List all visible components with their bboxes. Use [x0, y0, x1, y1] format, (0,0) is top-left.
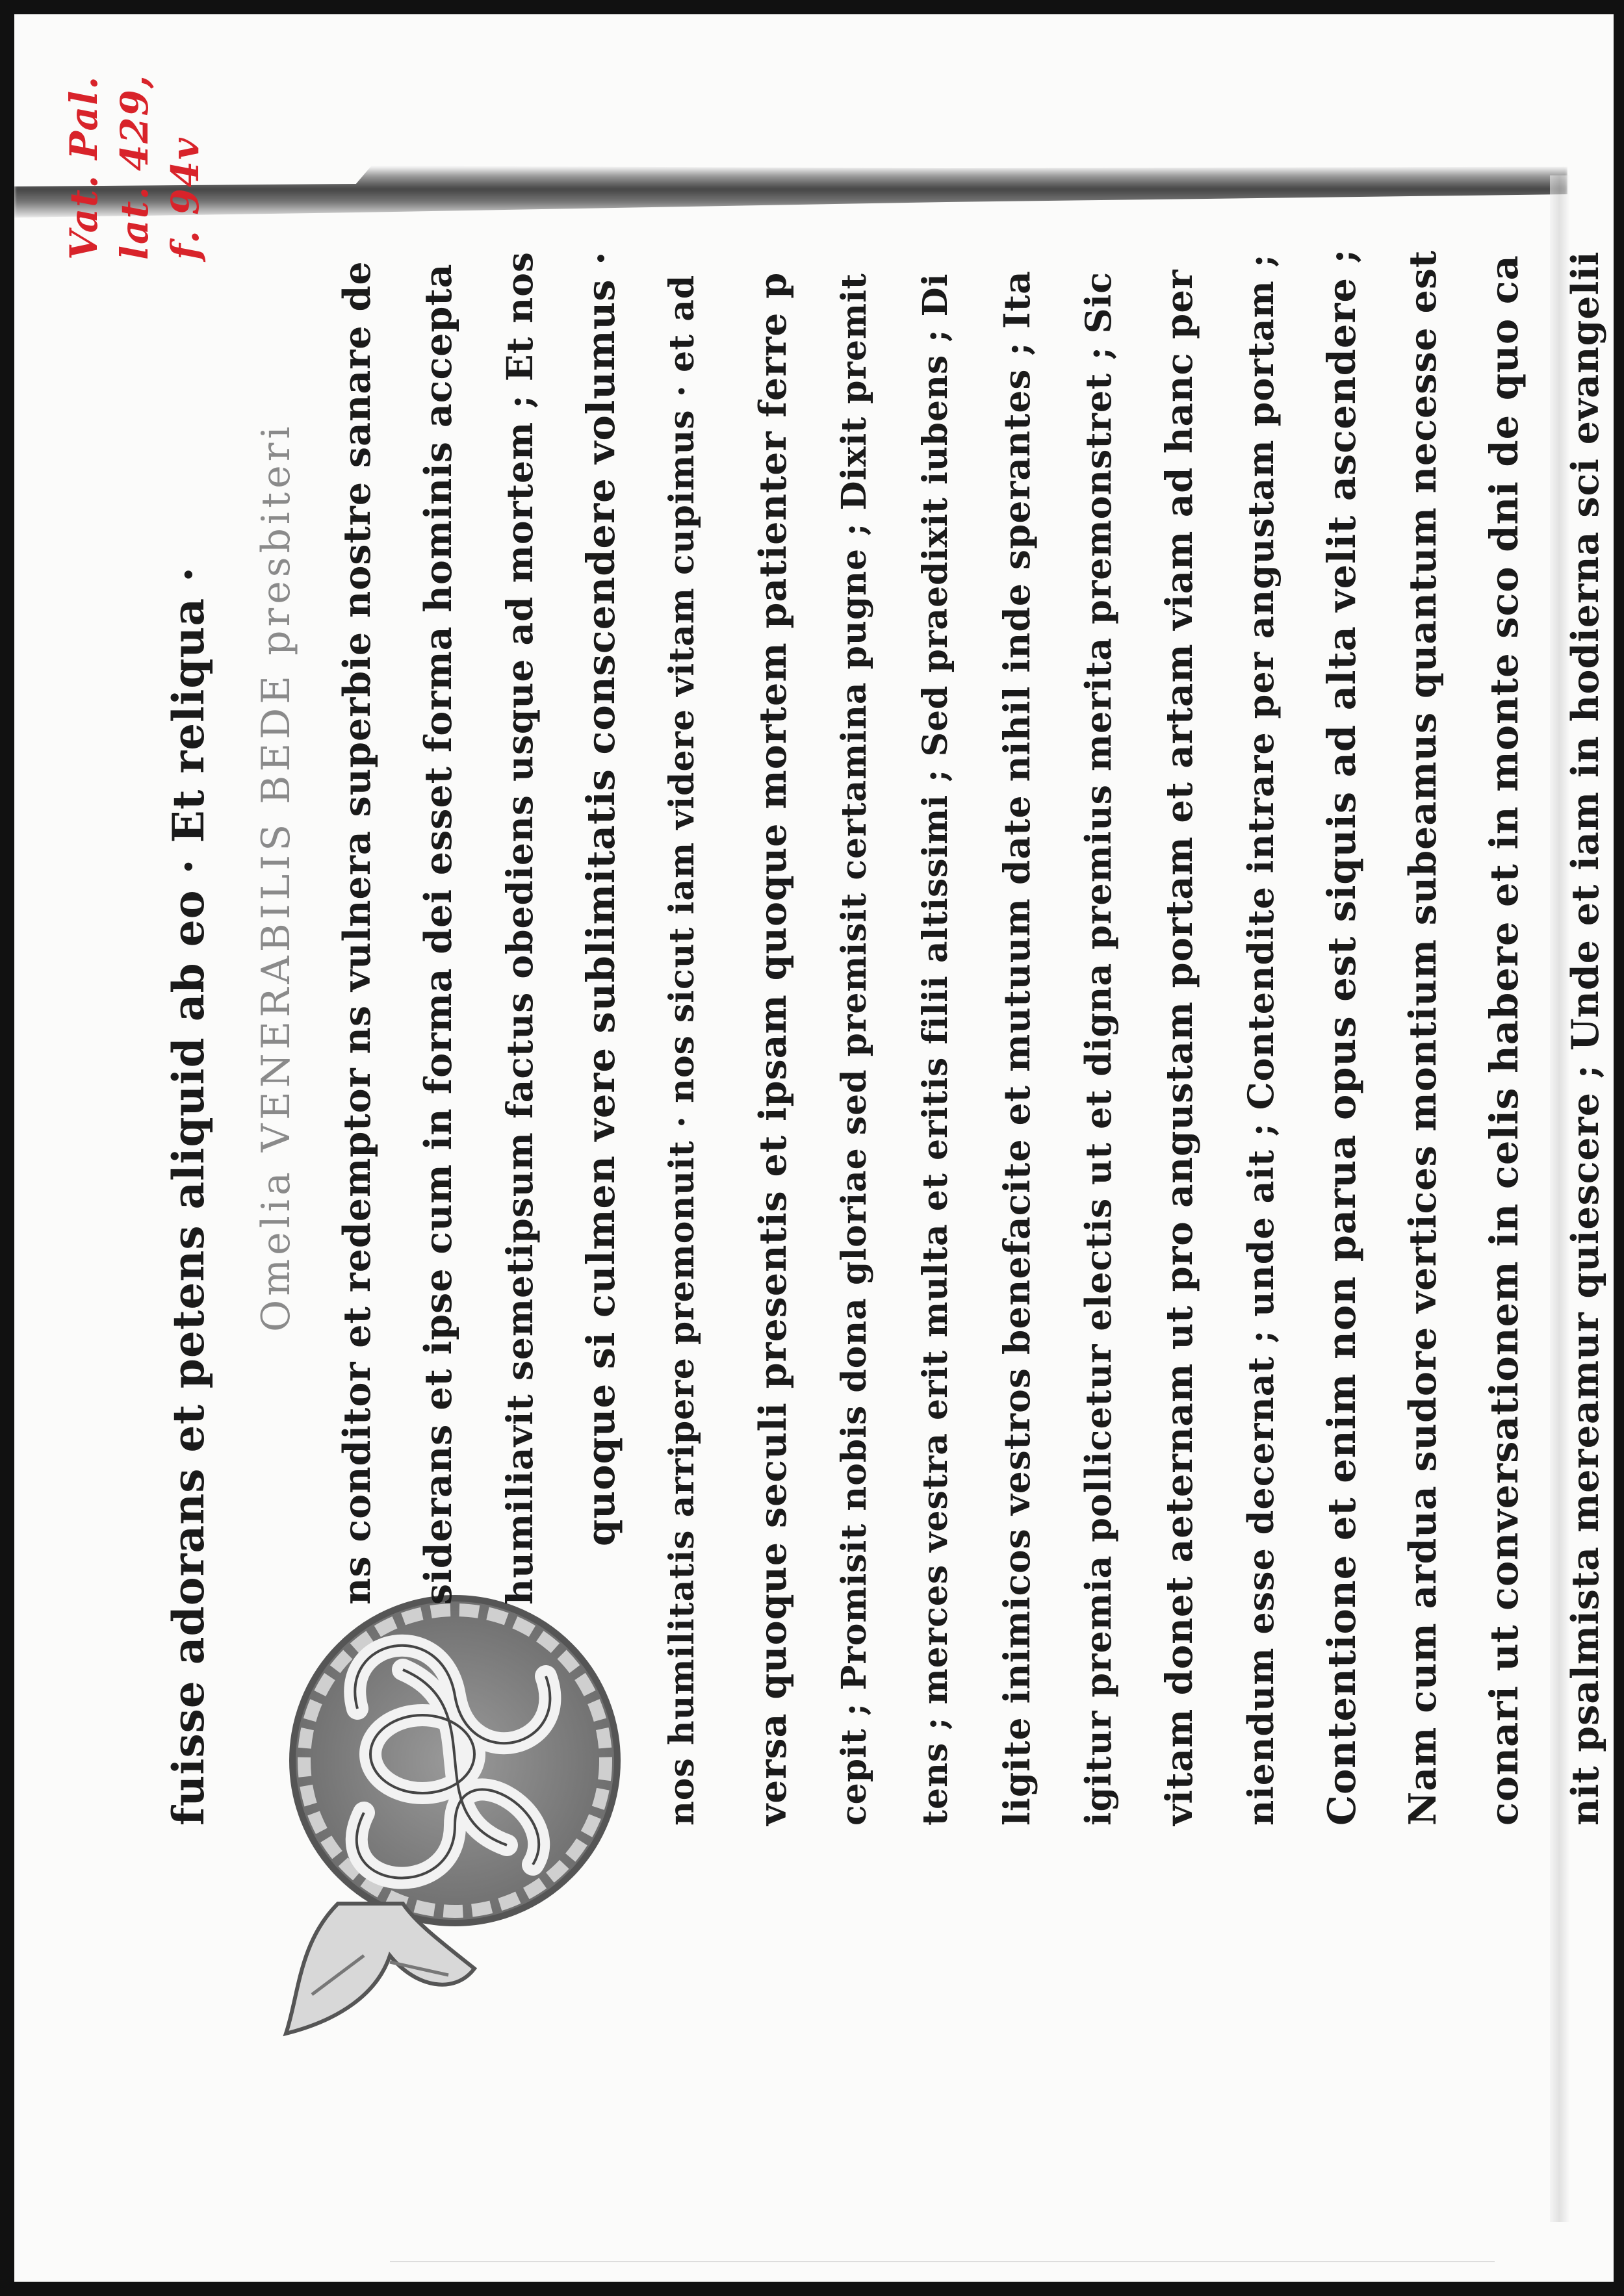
manuscript-line: nit psalmista mereamur quiescere ; Unde et iam in hodierna sci evangelii [1564, 251, 1607, 1826]
manuscript-line: Contentione et enim non parua opus est siquis ad alta velit ascendere ; [1319, 248, 1364, 1826]
manuscript-line: ligite inimicos vestros benefacite et mutuum date nihil inde sperantes ; Ita [996, 270, 1038, 1826]
manuscript-line: Nam cum ardua sudore vertices montium subeamus quantum necesse est [1401, 249, 1445, 1826]
manuscript-text-block [149, 247, 1607, 1826]
shelfmark-line: Vat. Pal. [62, 75, 106, 260]
manuscript-line: versa quoque seculi presentis et ipsam quoque mortem patienter ferre p [751, 272, 795, 1826]
manuscript-line: tens ; merces vestra erit multa et eritis filii altissimi ; Sed praedixit iubens ; Di [916, 273, 955, 1826]
manuscript-line: cepit ; Promisit nobis dona gloriae sed premisit certamina pugne ; Dixit premit [834, 273, 874, 1826]
manuscript-line: conari ut conversationem in celis habere et in monte sco dni de quo ca [1482, 255, 1527, 1826]
manuscript-line: siderans et ipse cum in forma dei esset forma hominis accepta [417, 263, 460, 1605]
rubric-heading: Omelia VENERABILIS BEDE presbiteri [253, 422, 299, 1332]
manuscript-line: nos humilitatis arripere premonuit · nos sicut iam videre vitam cupimus · et ad [662, 274, 702, 1826]
manuscript-line: vitam donet aeternam ut pro angustam portam et artam viam ad hanc per [1158, 269, 1201, 1826]
manuscript-line: niendum esse decernat ; unde ait ; Contendite intrare per angustam portam ; [1240, 253, 1282, 1826]
manuscript-line: quoque si culmen vere sublimitatis conscendere volumus · [578, 251, 623, 1546]
shelfmark-annotation [58, 65, 240, 260]
shelfmark-line: lat. 429, [112, 73, 157, 260]
shelfmark-line: f. 94v [163, 136, 207, 260]
scan-artifact-line [390, 2261, 1495, 2262]
manuscript-line: humiliavit semetipsum factus obediens usque ad mortem ; Et nos [498, 251, 541, 1605]
manuscript-line: ns conditor et redemptor ns vulnera superbie nostre sanare de [335, 261, 379, 1605]
manuscript-line: igitur premia pollicetur electis ut et digna premius merita premonstret ; Sic [1077, 271, 1119, 1826]
manuscript-line: fuisse adorans et petens aliquid ab eo · Et reliqua · [163, 566, 214, 1826]
